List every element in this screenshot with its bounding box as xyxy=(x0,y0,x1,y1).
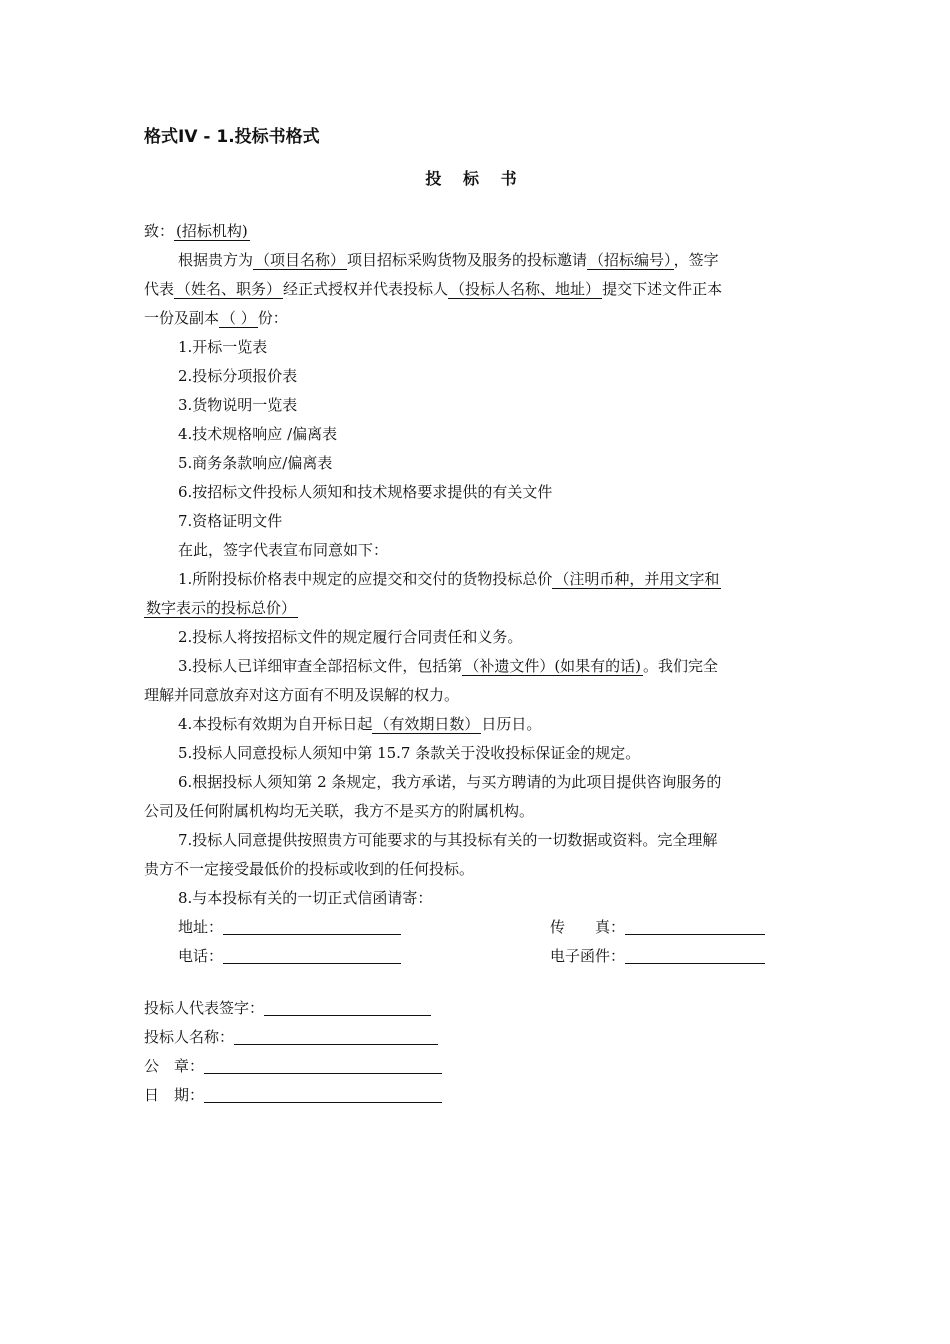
validity-days-field: （有效期日数） xyxy=(374,715,480,733)
address-field[interactable] xyxy=(223,918,401,935)
p1-text: ，签字 xyxy=(673,251,719,269)
clause-text: 。我们完全 xyxy=(643,657,719,675)
clause-text: 4.本投标有效期为自开标日起 xyxy=(178,715,373,733)
email-row xyxy=(550,945,765,967)
phone-field[interactable] xyxy=(223,947,401,964)
seal-label: 公 章： xyxy=(144,1057,205,1075)
to-label: 致： xyxy=(144,222,175,240)
bidder-name-row xyxy=(144,1026,438,1048)
doc-list-item: 1.开标一览表 xyxy=(178,338,268,356)
clause-text: 1.所附投标价格表中规定的应提交和交付的货物投标总价 xyxy=(178,570,553,588)
email-field[interactable] xyxy=(625,947,765,964)
p1-text: 一份及副本 xyxy=(144,309,220,327)
clause-text: 3.投标人已详细审查全部招标文件，包括第 xyxy=(178,657,463,675)
p1-text: 根据贵方为 xyxy=(178,251,254,269)
bid-number-field: （招标编号） xyxy=(589,251,672,269)
fax-row xyxy=(550,916,765,938)
seal-field[interactable] xyxy=(204,1057,442,1074)
date-field[interactable] xyxy=(204,1086,442,1103)
clause-6-line-1: 6.根据投标人须知第 2 条规定，我方承诺，与买方聘请的为此项目提供咨询服务的 xyxy=(178,773,722,791)
p1-text: 经正式授权并代表投标人 xyxy=(283,280,449,298)
address-row xyxy=(178,916,401,938)
declaration-intro: 在此，签字代表宣布同意如下： xyxy=(178,541,389,559)
signature-row xyxy=(144,997,431,1019)
paragraph-1-line-1 xyxy=(178,249,719,271)
seal-row xyxy=(144,1055,442,1077)
clause-2: 2.投标人将按招标文件的规定履行合同责任和义务。 xyxy=(178,628,523,646)
phone-row xyxy=(178,945,401,967)
name-title-field: （姓名、职务） xyxy=(176,280,282,298)
date-row xyxy=(144,1084,442,1106)
tender-agency-field: (招标机构) xyxy=(176,222,248,240)
p1-text: 项目招标采购货物及服务的投标邀请 xyxy=(347,251,588,269)
addressee-line xyxy=(144,220,250,242)
paragraph-1-line-2 xyxy=(144,278,722,300)
fax-label: 传 真： xyxy=(550,918,626,936)
total-price-field: （注明币种，并用文字和 xyxy=(554,570,720,588)
clause-text: 日历日。 xyxy=(481,715,542,733)
bidder-name-input[interactable] xyxy=(234,1028,438,1045)
clause-1-line-2 xyxy=(144,597,298,619)
date-label: 日 期： xyxy=(144,1086,205,1104)
addendum-field: （补遗文件）(如果有的话) xyxy=(464,657,642,675)
clause-7-line-1: 7.投标人同意提供按照贵方可能要求的与其投标有关的一切数据或资料。完全理解 xyxy=(178,831,718,849)
phone-label: 电话： xyxy=(178,947,224,965)
clause-1-line-1 xyxy=(178,568,721,590)
p1-text: 份： xyxy=(257,309,288,327)
address-label: 地址： xyxy=(178,918,224,936)
total-price-field-cont: 数字表示的投标总价） xyxy=(146,599,297,617)
fax-field[interactable] xyxy=(625,918,765,935)
project-name-field: （项目名称） xyxy=(255,251,346,269)
p1-text: 提交下述文件正本 xyxy=(602,280,723,298)
signature-field[interactable] xyxy=(264,999,431,1016)
clause-3-line-2: 理解并同意放弃对这方面有不明及误解的权力。 xyxy=(144,686,460,704)
doc-list-item: 6.按招标文件投标人须知和技术规格要求提供的有关文件 xyxy=(178,483,553,501)
p1-text: 代表 xyxy=(144,280,175,298)
doc-list-item: 7.资格证明文件 xyxy=(178,512,283,530)
doc-list-item: 5.商务条款响应/偏离表 xyxy=(178,454,333,472)
doc-list-item: 2.投标分项报价表 xyxy=(178,367,298,385)
bidder-name-label: 投标人名称： xyxy=(144,1028,235,1046)
copies-field: （ ） xyxy=(221,309,256,327)
clause-3-line-1 xyxy=(178,655,718,677)
paragraph-1-line-3 xyxy=(144,307,288,329)
document-title: 投 标 书 xyxy=(425,169,525,188)
clause-7-line-2: 贵方不一定接受最低价的投标或收到的任何投标。 xyxy=(144,860,475,878)
clause-4 xyxy=(178,713,541,735)
signature-label: 投标人代表签字： xyxy=(144,999,265,1017)
clause-6-line-2: 公司及任何附属机构均无关联，我方不是买方的附属机构。 xyxy=(144,802,535,820)
doc-list-item: 3.货物说明一览表 xyxy=(178,396,298,414)
clause-5: 5.投标人同意投标人须知中第 15.7 条款关于没收投标保证金的规定。 xyxy=(178,744,641,762)
format-heading: 格式IV - 1.投标书格式 xyxy=(144,127,320,147)
clause-8: 8.与本投标有关的一切正式信函请寄： xyxy=(178,889,433,907)
doc-list-item: 4.技术规格响应 /偏离表 xyxy=(178,425,338,443)
bidder-name-address-field: （投标人名称、地址） xyxy=(450,280,601,298)
email-label: 电子函件： xyxy=(550,947,626,965)
